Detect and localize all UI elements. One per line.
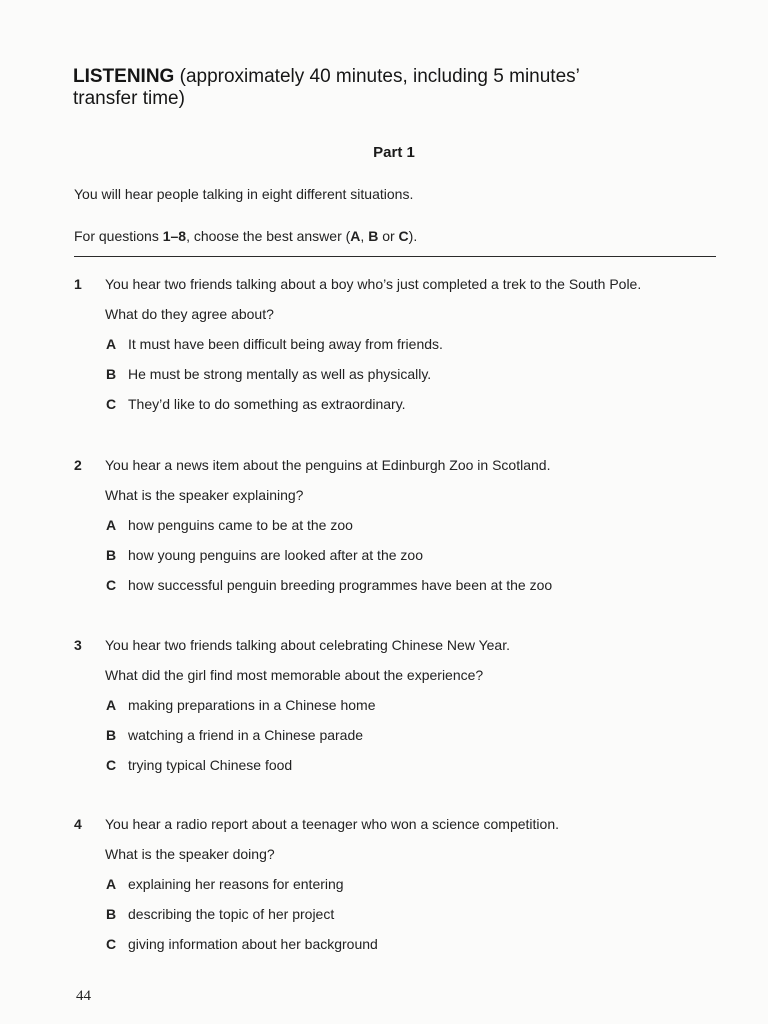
question-prompt: What do they agree about? bbox=[105, 306, 274, 322]
question-3 bbox=[74, 636, 714, 786]
option-letter: A bbox=[106, 336, 117, 352]
option-text: making preparations in a Chinese home bbox=[128, 697, 376, 713]
intro-comma: , bbox=[360, 228, 369, 244]
section-heading-title: LISTENING bbox=[73, 66, 175, 87]
option-row bbox=[74, 365, 714, 395]
option-text: trying typical Chinese food bbox=[128, 757, 293, 773]
intro-line-1: You will hear people talking in eight different situations. bbox=[74, 186, 414, 202]
option-row bbox=[74, 576, 714, 606]
question-prompt: What is the speaker doing? bbox=[105, 846, 275, 862]
divider-rule bbox=[74, 256, 716, 257]
option-row bbox=[74, 726, 714, 756]
intro-end: ). bbox=[408, 228, 418, 244]
question-stem bbox=[74, 636, 714, 666]
question-prompt-row bbox=[74, 845, 714, 875]
option-letter: A bbox=[106, 517, 117, 533]
option-text: explaining her reasons for entering bbox=[128, 876, 344, 892]
option-letter: C bbox=[106, 757, 117, 773]
intro-or: or bbox=[378, 228, 399, 244]
option-letter: A bbox=[106, 876, 117, 892]
intro-line-2-pre: For questions bbox=[74, 228, 163, 244]
intro-line-2 bbox=[74, 228, 417, 244]
option-row bbox=[74, 696, 714, 726]
question-prompt-row bbox=[74, 305, 714, 335]
section-heading-detail: (approximately 40 minutes, including 5 minutes’ bbox=[174, 66, 580, 87]
part-title: Part 1 bbox=[373, 144, 415, 161]
option-row bbox=[74, 935, 714, 965]
option-letter: A bbox=[106, 697, 117, 713]
option-letter: C bbox=[106, 577, 117, 593]
intro-option-a: A bbox=[350, 228, 361, 244]
question-stem bbox=[74, 275, 714, 305]
option-text: how young penguins are looked after at the zoo bbox=[128, 547, 423, 563]
option-letter: C bbox=[106, 936, 117, 952]
option-letter: B bbox=[106, 727, 117, 743]
option-text: It must have been difficult being away from friends. bbox=[128, 336, 443, 352]
intro-option-b: B bbox=[368, 228, 379, 244]
option-text: how penguins came to be at the zoo bbox=[128, 517, 353, 533]
option-row bbox=[74, 395, 714, 425]
question-2 bbox=[74, 456, 714, 606]
option-row bbox=[74, 756, 714, 786]
question-text: You hear two friends talking about a boy who’s just completed a trek to the South Pole. bbox=[105, 276, 642, 292]
intro-line-2-mid: , choose the best answer ( bbox=[186, 228, 351, 244]
option-text: He must be strong mentally as well as physically. bbox=[128, 366, 432, 382]
question-stem bbox=[74, 815, 714, 845]
option-row bbox=[74, 905, 714, 935]
question-number: 2 bbox=[74, 457, 82, 473]
option-text: giving information about her background bbox=[128, 936, 378, 952]
question-prompt-row bbox=[74, 486, 714, 516]
question-text: You hear a radio report about a teenager who won a science competition. bbox=[105, 816, 560, 832]
option-row bbox=[74, 335, 714, 365]
intro-option-c: C bbox=[398, 228, 409, 244]
option-text: describing the topic of her project bbox=[128, 906, 335, 922]
question-number: 3 bbox=[74, 637, 82, 653]
section-heading-detail-line2: transfer time) bbox=[73, 88, 185, 109]
question-prompt: What is the speaker explaining? bbox=[105, 487, 304, 503]
intro-question-range: 1–8 bbox=[162, 228, 187, 244]
option-row bbox=[74, 546, 714, 576]
question-prompt-row bbox=[74, 666, 714, 696]
question-number: 4 bbox=[74, 816, 82, 832]
question-text: You hear a news item about the penguins at Edinburgh Zoo in Scotland. bbox=[105, 457, 551, 473]
question-number: 1 bbox=[74, 276, 82, 292]
question-prompt: What did the girl find most memorable about the experience? bbox=[105, 667, 484, 683]
option-text: watching a friend in a Chinese parade bbox=[128, 727, 364, 743]
question-4 bbox=[74, 815, 714, 965]
option-row bbox=[74, 875, 714, 905]
question-text: You hear two friends talking about celebrating Chinese New Year. bbox=[105, 637, 510, 653]
option-letter: B bbox=[106, 366, 117, 382]
page-number: 44 bbox=[76, 988, 91, 1004]
question-stem bbox=[74, 456, 714, 486]
option-text: They’d like to do something as extraordinary. bbox=[128, 396, 406, 412]
section-heading bbox=[73, 66, 673, 110]
option-letter: B bbox=[106, 906, 117, 922]
question-1 bbox=[74, 275, 714, 425]
option-letter: B bbox=[106, 547, 117, 563]
option-row bbox=[74, 516, 714, 546]
option-text: how successful penguin breeding programmes have been at the zoo bbox=[128, 577, 553, 593]
option-letter: C bbox=[106, 396, 117, 412]
